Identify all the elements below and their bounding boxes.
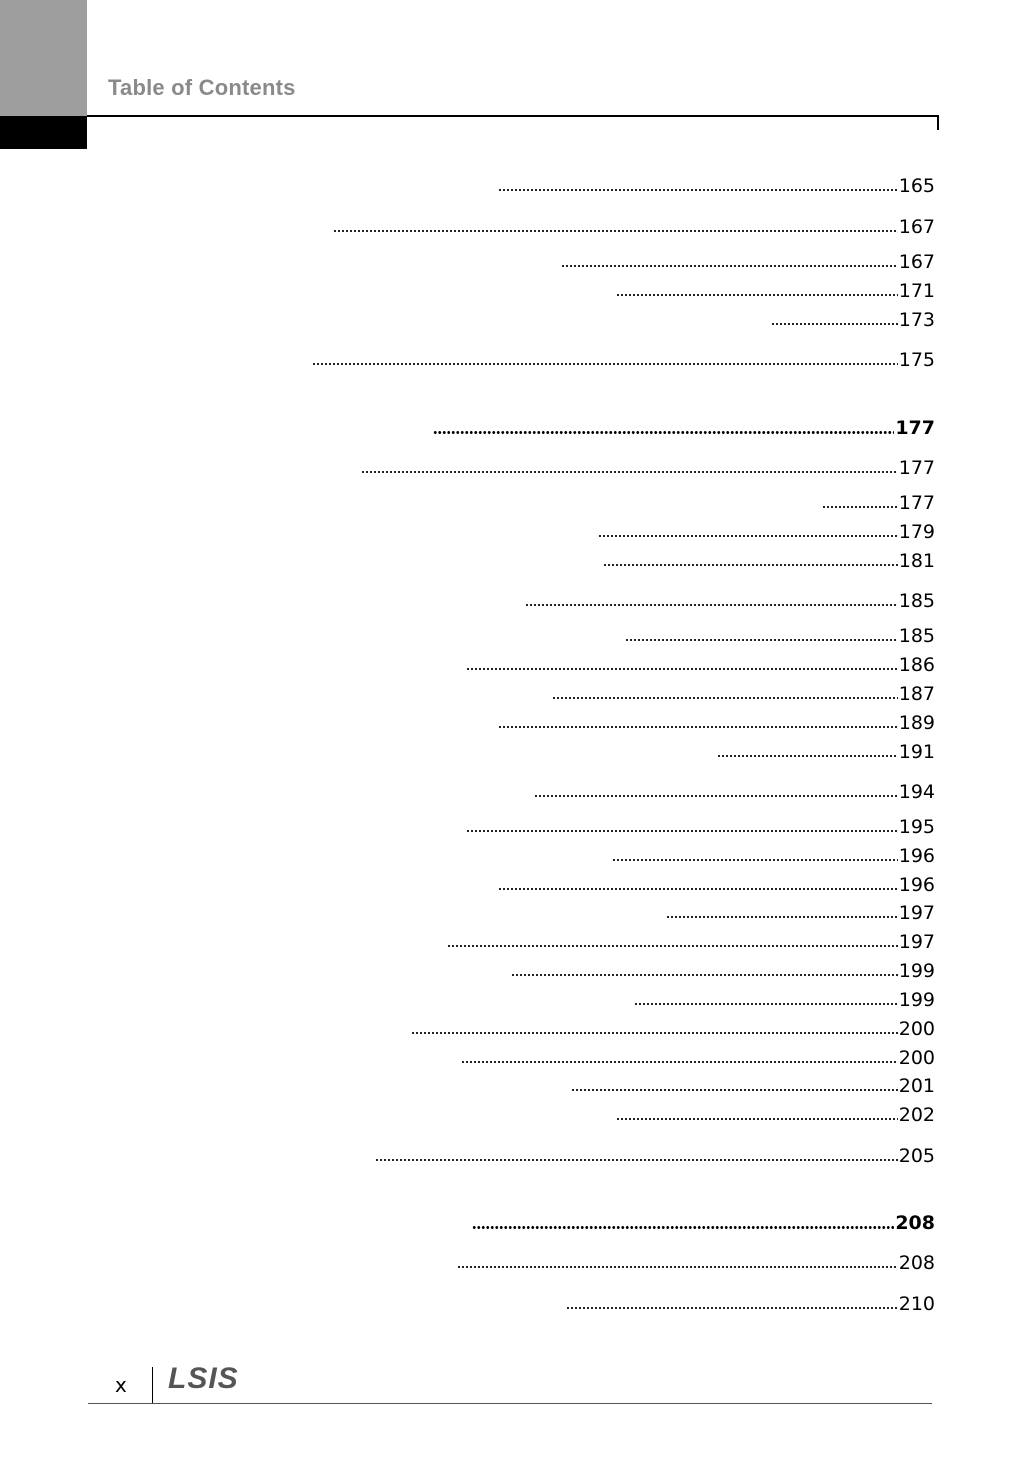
footer-rule	[88, 1403, 932, 1404]
dot-leader	[612, 857, 898, 862]
toc-entry[interactable]	[616, 1099, 935, 1125]
toc-entry[interactable]	[466, 811, 935, 837]
toc-entry[interactable]	[498, 869, 935, 895]
footer-page-number: x	[115, 1373, 127, 1397]
toc-entry[interactable]	[498, 170, 935, 196]
toc-entry[interactable]	[375, 1140, 935, 1166]
dot-leader	[634, 1001, 898, 1006]
dot-leader	[511, 972, 898, 977]
toc-page-number: 177	[898, 492, 935, 514]
toc-page-number: 195	[898, 816, 935, 838]
dot-leader	[561, 263, 898, 268]
toc-page-number: 173	[898, 309, 935, 331]
toc-entry[interactable]	[566, 1288, 935, 1314]
toc-page-number: 186	[898, 654, 935, 676]
toc-page-number: 177	[895, 417, 935, 439]
toc-entry[interactable]	[561, 246, 935, 272]
toc-entry[interactable]	[771, 304, 935, 330]
dot-leader	[566, 1305, 898, 1310]
toc-entry[interactable]	[571, 1070, 935, 1096]
dot-leader	[457, 1264, 898, 1269]
dot-leader	[525, 602, 898, 607]
toc-entry[interactable]	[616, 275, 935, 301]
toc-entry[interactable]	[612, 840, 935, 866]
toc-entry[interactable]	[498, 707, 935, 733]
toc-page-number: 196	[898, 845, 935, 867]
dot-leader	[312, 361, 898, 366]
toc-page-number: 196	[898, 874, 935, 896]
toc-entry[interactable]	[625, 620, 935, 646]
dot-leader	[375, 1157, 898, 1162]
toc-page-number: 197	[898, 902, 935, 924]
dot-leader	[472, 1224, 894, 1229]
dot-leader	[822, 504, 898, 509]
toc-page-number: 199	[898, 960, 935, 982]
dot-leader	[717, 753, 898, 758]
toc-page-number: 199	[898, 989, 935, 1011]
toc-entry[interactable]	[361, 452, 935, 478]
toc-entry[interactable]	[552, 678, 935, 704]
toc-page-number: 165	[898, 175, 935, 197]
toc-entry[interactable]	[525, 585, 935, 611]
dot-leader	[616, 1116, 898, 1121]
toc-page-number: 208	[898, 1252, 935, 1274]
toc-entry[interactable]	[634, 984, 935, 1010]
dot-leader	[411, 1030, 898, 1035]
toc-page-number: 179	[898, 521, 935, 543]
toc-entry[interactable]	[333, 211, 935, 237]
toc-entry[interactable]	[433, 412, 935, 438]
dot-leader	[616, 292, 898, 297]
dot-leader	[498, 886, 898, 891]
toc-page-number: 181	[898, 550, 935, 572]
toc-entry[interactable]	[461, 1042, 935, 1068]
toc-entry[interactable]	[312, 344, 935, 370]
dot-leader	[771, 321, 898, 326]
toc-entry[interactable]	[603, 545, 935, 571]
dot-leader	[447, 943, 898, 948]
toc-entry[interactable]	[466, 649, 935, 675]
toc-entry[interactable]	[666, 897, 935, 923]
toc-entry[interactable]	[822, 487, 935, 513]
toc-page-number: 189	[898, 712, 935, 734]
toc-entry[interactable]	[411, 1013, 935, 1039]
dot-leader	[498, 187, 898, 192]
toc-entry[interactable]	[457, 1247, 935, 1273]
toc-page-number: 202	[898, 1104, 935, 1126]
toc-page-number: 201	[898, 1075, 935, 1097]
toc-entry[interactable]	[511, 955, 935, 981]
toc-page-number: 197	[898, 931, 935, 953]
company-logo: LSIS	[168, 1362, 239, 1395]
toc-page-number: 185	[898, 590, 935, 612]
toc-page-number: 167	[898, 216, 935, 238]
toc-page-number: 191	[898, 741, 935, 763]
dot-leader	[461, 1059, 898, 1064]
toc-entry[interactable]	[598, 516, 935, 542]
dot-leader	[666, 914, 898, 919]
toc-page-number: 208	[895, 1212, 935, 1234]
toc-entry[interactable]	[534, 776, 935, 802]
dot-leader	[361, 469, 898, 474]
dot-leader	[603, 562, 898, 567]
toc-page-number: 167	[898, 251, 935, 273]
toc-entry[interactable]	[717, 736, 935, 762]
dot-leader	[552, 695, 898, 700]
toc-page-number: 194	[898, 781, 935, 803]
dot-leader	[466, 666, 898, 671]
toc-page-number: 200	[898, 1018, 935, 1040]
toc-page-number: 177	[898, 457, 935, 479]
dot-leader	[433, 429, 894, 434]
toc-page-number: 185	[898, 625, 935, 647]
dot-leader	[333, 228, 898, 233]
toc-entry[interactable]	[472, 1207, 935, 1233]
toc-page-number: 171	[898, 280, 935, 302]
toc-page-number: 175	[898, 349, 935, 371]
toc-page-number: 205	[898, 1145, 935, 1167]
dot-leader	[571, 1087, 898, 1092]
dot-leader	[466, 828, 898, 833]
dot-leader	[498, 724, 898, 729]
toc-entry[interactable]	[447, 926, 935, 952]
dot-leader	[598, 533, 898, 538]
dot-leader	[534, 793, 898, 798]
page-title: Table of Contents	[108, 75, 296, 100]
toc-page-number: 200	[898, 1047, 935, 1069]
toc-page-number: 187	[898, 683, 935, 705]
toc-page-number: 210	[898, 1293, 935, 1315]
dot-leader	[625, 637, 898, 642]
footer-separator	[152, 1367, 153, 1403]
